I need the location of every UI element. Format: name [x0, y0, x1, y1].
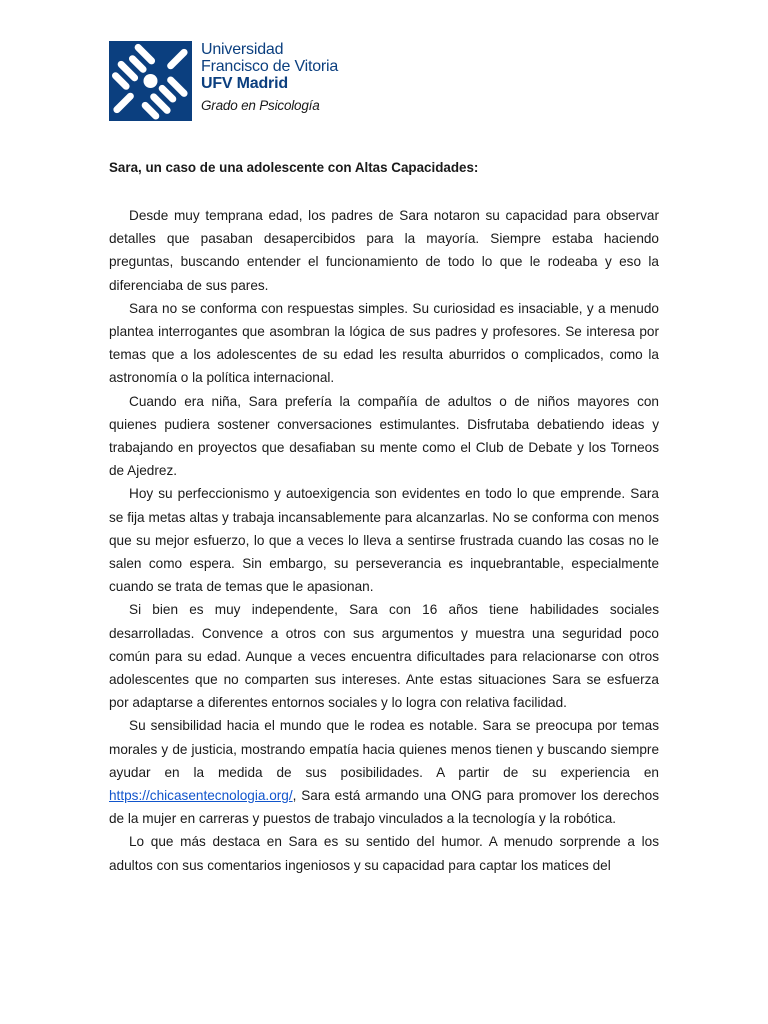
- university-name-line-1: Universidad: [201, 41, 284, 58]
- paragraph: Si bien es muy independente, Sara con 16 años tiene habilidades sociales desarrolladas. Convence a otros con sus argumentos y muestra una seguridad poco común para su edad. Aunque a veces encuentra dificultades para relacionarse con otros adolescentes que no comparten sus intereses. Ante estas situaciones Sara se esfuerza por adaptarse a diferentes entornos sociales y lo logra con relativa facilidad.: [109, 602, 659, 711]
- chicasentecnologia-link[interactable]: https://chicasentecnologia.org/: [109, 788, 293, 804]
- logo-text: [201, 41, 338, 114]
- paragraph-text: , Sara está armando una ONG para promover los derechos de la mujer en carreras y puestos de trabajo vinculados a la tecnología y la robótica.: [109, 788, 659, 827]
- paragraph: Hoy su perfeccionismo y autoexigencia son evidentes en todo lo que emprende. Sara se fija metas altas y trabaja incansablemente para alcanzarlas. No se conforma con menos que su mejor esfuerzo, lo que a veces lo lleva a sentirse frustrada cuando las cosas no le salen como espera. Sin embargo, su perseverancia es inquebrantable, especialmente cuando se trata de temas que le apasionan.: [109, 486, 659, 595]
- document-title: Sara, un caso de una adolescente con Altas Capacidades:: [109, 160, 479, 175]
- paragraph: Desde muy temprana edad, los padres de Sara notaron su capacidad para observar detalles que pasaban desapercibidos para la mayoría. Siempre estaba haciendo preguntas, buscando entender el funcionamiento de todo lo que le rodeaba y eso la diferenciaba de sus pares.: [109, 208, 659, 293]
- paragraph-text: Su sensibilidad hacia el mundo que le rodea es notable. Sara se preocupa por temas morales y de justicia, mostrando empatía hacia quienes menos tienen y buscando siempre ayudar en la medida de sus posibilidades. A partir de su experiencia en: [109, 718, 659, 780]
- university-campus: UFV Madrid: [201, 75, 288, 92]
- paragraph: Sara no se conforma con respuestas simples. Su curiosidad es insaciable, y a menudo plantea interrogantes que asombran la lógica de sus padres y profesores. Se interesa por temas que a los adolescentes de su edad les resulta aburridos o complicados, como la astronomía o la política internacional.: [109, 300, 659, 386]
- university-name-line-2: Francisco de Vitoria: [201, 58, 339, 75]
- document-header: [109, 41, 409, 123]
- paragraph: Cuando era niña, Sara prefería la compañía de adultos o de niños mayores con quienes pudiera sostener conversaciones estimulantes. Disfrutaba debatiendo ideas y trabajando en proyectos que desafiaban su mente como el Club de Debate y los Torneos de Ajedrez.: [109, 393, 659, 479]
- degree-name: Grado en Psicología: [201, 98, 320, 113]
- ufv-logo-icon: [109, 41, 192, 121]
- document-body: [109, 204, 659, 877]
- paragraph-with-link: [109, 714, 659, 830]
- paragraph: Lo que más destaca en Sara es su sentido del humor. A menudo sorprende a los adultos con sus comentarios ingeniosos y su capacidad para captar los matices del: [109, 834, 659, 873]
